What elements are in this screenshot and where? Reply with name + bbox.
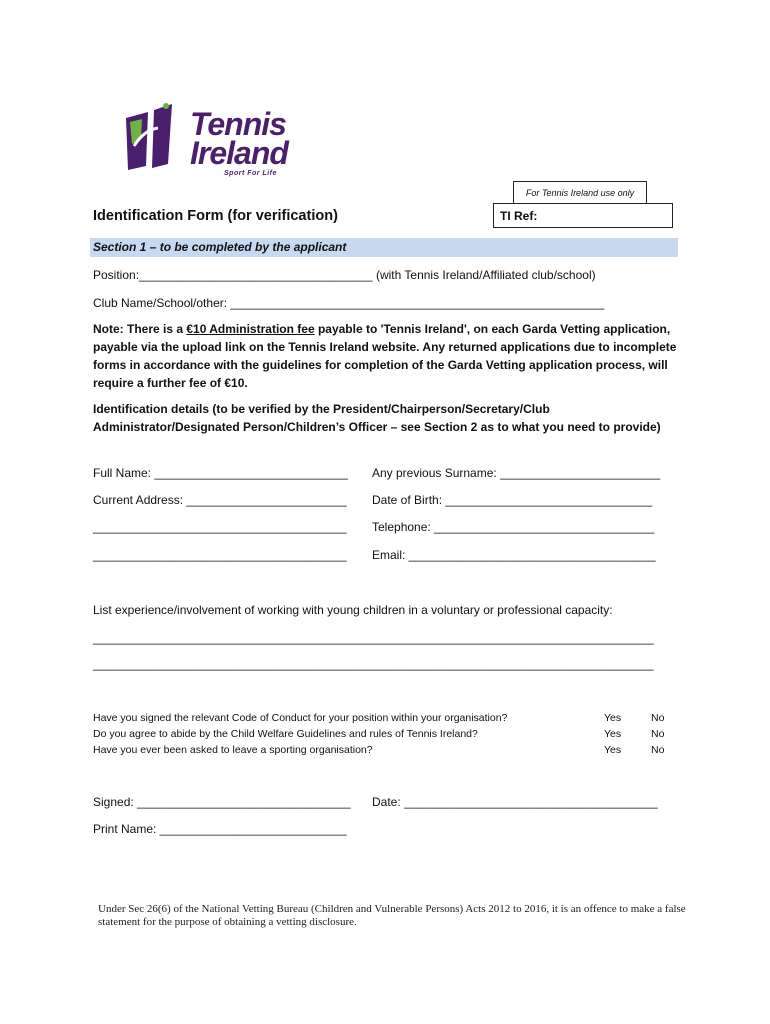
logo-tagline: Sport For Life: [224, 170, 277, 177]
date-field[interactable]: Date: ______________________________________: [372, 795, 658, 809]
experience-label: List experience/involvement of working with young children in a voluntary or professional capacity:: [93, 603, 613, 617]
experience-line-2[interactable]: ____________________________________________________________________________________: [93, 657, 654, 671]
question-2-no[interactable]: No: [651, 728, 665, 740]
question-3-yes[interactable]: Yes: [604, 744, 622, 756]
question-1-yes[interactable]: Yes: [604, 712, 622, 724]
ti-ref-box[interactable]: [493, 203, 673, 228]
tennis-player-logo-icon: [120, 100, 184, 176]
telephone-field[interactable]: Telephone: _________________________________: [372, 520, 655, 534]
print-name-field[interactable]: Print Name: ____________________________: [93, 822, 347, 836]
position-field[interactable]: Position:___________________________________ (with Tennis Ireland/Affiliated club/school): [93, 268, 596, 282]
club-name-field[interactable]: Club Name/School/other: ________________________________________________________: [93, 296, 605, 310]
office-use-only-box: [513, 181, 647, 204]
section-1-label: Section 1 – to be completed by the applicant: [93, 240, 347, 254]
legal-footer: Under Sec 26(6) of the National Vetting Bureau (Children and Vulnerable Persons) Acts 2012 to 2016, it is an offence to make a false statement for the purpose of obtaining a vetting disclosure.: [98, 903, 686, 928]
question-code-of-conduct: Have you signed the relevant Code of Conduct for your position within your organisation?: [93, 712, 508, 724]
identification-details-heading: Identification details (to be verified by the President/Chairperson/Secretary/Club Administrator/Designated Person/Children’s Officer – see Section 2 as to what you need to provide): [93, 402, 661, 434]
tennis-ireland-logo: [120, 100, 300, 182]
experience-line-1[interactable]: ____________________________________________________________________________________: [93, 631, 654, 645]
note-fee: €10 Administration fee: [186, 322, 315, 336]
signed-field[interactable]: Signed: ________________________________: [93, 795, 351, 809]
office-use-only-label: For Tennis Ireland use only: [525, 187, 635, 198]
previous-surname-field[interactable]: Any previous Surname: ________________________: [372, 466, 661, 480]
current-address-field[interactable]: Current Address: ________________________: [93, 493, 347, 507]
logo-line-2: Ireland: [190, 135, 288, 171]
address-line-2[interactable]: ______________________________________: [93, 520, 347, 534]
date-of-birth-field[interactable]: Date of Birth: _______________________________: [372, 493, 653, 507]
address-line-3[interactable]: ______________________________________: [93, 548, 347, 562]
full-name-field[interactable]: Full Name: _____________________________: [93, 466, 348, 480]
question-3-no[interactable]: No: [651, 744, 665, 756]
form-title: Identification Form (for verification): [93, 208, 338, 224]
question-2-yes[interactable]: Yes: [604, 728, 622, 740]
fee-note: [93, 320, 683, 392]
note-prefix: Note: There is a: [93, 322, 187, 336]
note-rest: payable to 'Tennis Ireland', on each Garda Vetting application, payable via the upload link on the Tennis Ireland website. Any returned applications due to incomplete forms in accordance with the guidelines for completion of the Garda Vetting application process, will require a further fee of €10.: [93, 322, 677, 390]
section-1-header: [90, 238, 678, 257]
question-1-no[interactable]: No: [651, 712, 665, 724]
logo-line-1: Tennis: [190, 106, 286, 142]
question-asked-to-leave: Have you ever been asked to leave a sporting organisation?: [93, 744, 373, 756]
question-child-welfare: Do you agree to abide by the Child Welfare Guidelines and rules of Tennis Ireland?: [93, 728, 478, 740]
ti-ref-label: TI Ref:: [500, 209, 538, 223]
email-field[interactable]: Email: _____________________________________: [372, 548, 656, 562]
